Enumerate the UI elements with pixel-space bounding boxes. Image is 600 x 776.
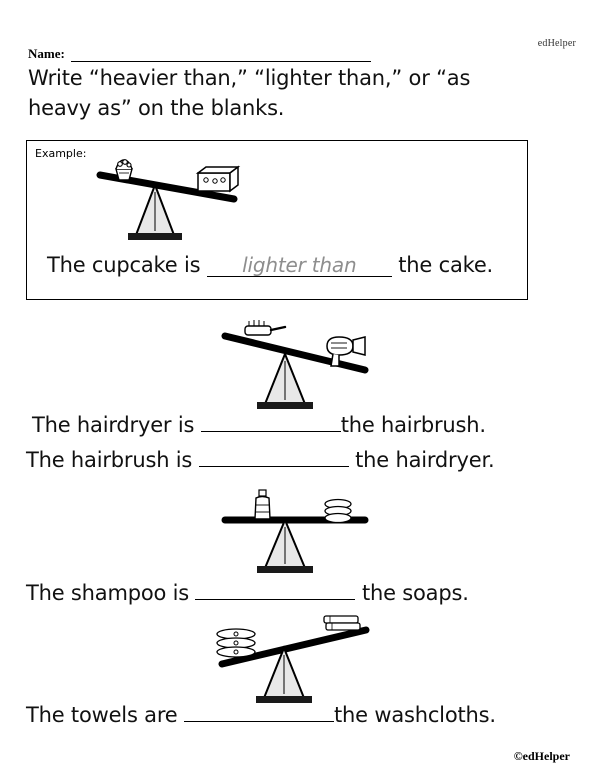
problem-3-prefix: The towels are	[26, 703, 184, 727]
example-box	[26, 140, 528, 300]
instructions-text: Write “heavier than,” “lighter than,” or “as heavy as” on the blanks.	[28, 66, 471, 120]
problem-2-blank[interactable]	[195, 580, 355, 600]
problem-1-line-2-blank[interactable]	[199, 447, 349, 467]
example-answer: lighter than	[207, 254, 392, 277]
washcloths-icon	[324, 616, 360, 630]
hairdryer-icon	[327, 337, 365, 366]
footer-copyright: ©edHelper	[513, 749, 570, 763]
example-sentence-suffix: the cake.	[391, 253, 494, 277]
problem-3-suffix: the washcloths.	[334, 703, 496, 727]
brand-logo: edHelper	[537, 38, 576, 49]
problem-1-line-1-suffix: the hairbrush.	[340, 413, 486, 437]
problem-1-line-1	[32, 412, 486, 437]
problem-1-line-1-blank[interactable]	[201, 412, 341, 432]
name-label: Name:	[28, 46, 65, 61]
balance-scale-problem-1	[205, 312, 385, 412]
cupcake-icon	[116, 160, 132, 180]
hairbrush-icon	[245, 320, 285, 335]
problem-2-prefix: The shampoo is	[26, 581, 196, 605]
balance-scale-example	[82, 147, 252, 247]
problem-2-line-1	[26, 580, 469, 605]
name-input-line[interactable]	[71, 48, 371, 62]
balance-scale-problem-2	[205, 482, 385, 574]
example-label: Example:	[35, 147, 87, 160]
problem-1-line-2	[26, 447, 494, 472]
name-field-row	[28, 46, 371, 62]
towels-icon	[217, 629, 255, 657]
example-sentence-prefix: The cupcake is	[47, 253, 207, 277]
problem-3-line-1	[26, 702, 496, 727]
problem-1-line-2-suffix: the hairdryer.	[348, 448, 495, 472]
soaps-icon	[325, 500, 351, 523]
shampoo-bottle-icon	[255, 490, 270, 519]
cake-icon	[198, 167, 238, 191]
balance-scale-problem-3	[198, 608, 388, 704]
problem-1-line-1-prefix: The hairdryer is	[32, 413, 201, 437]
example-sentence	[47, 253, 493, 277]
problem-2-suffix: the soaps.	[355, 581, 469, 605]
problem-3-blank[interactable]	[184, 702, 334, 722]
problem-1-line-2-prefix: The hairbrush is	[26, 448, 199, 472]
